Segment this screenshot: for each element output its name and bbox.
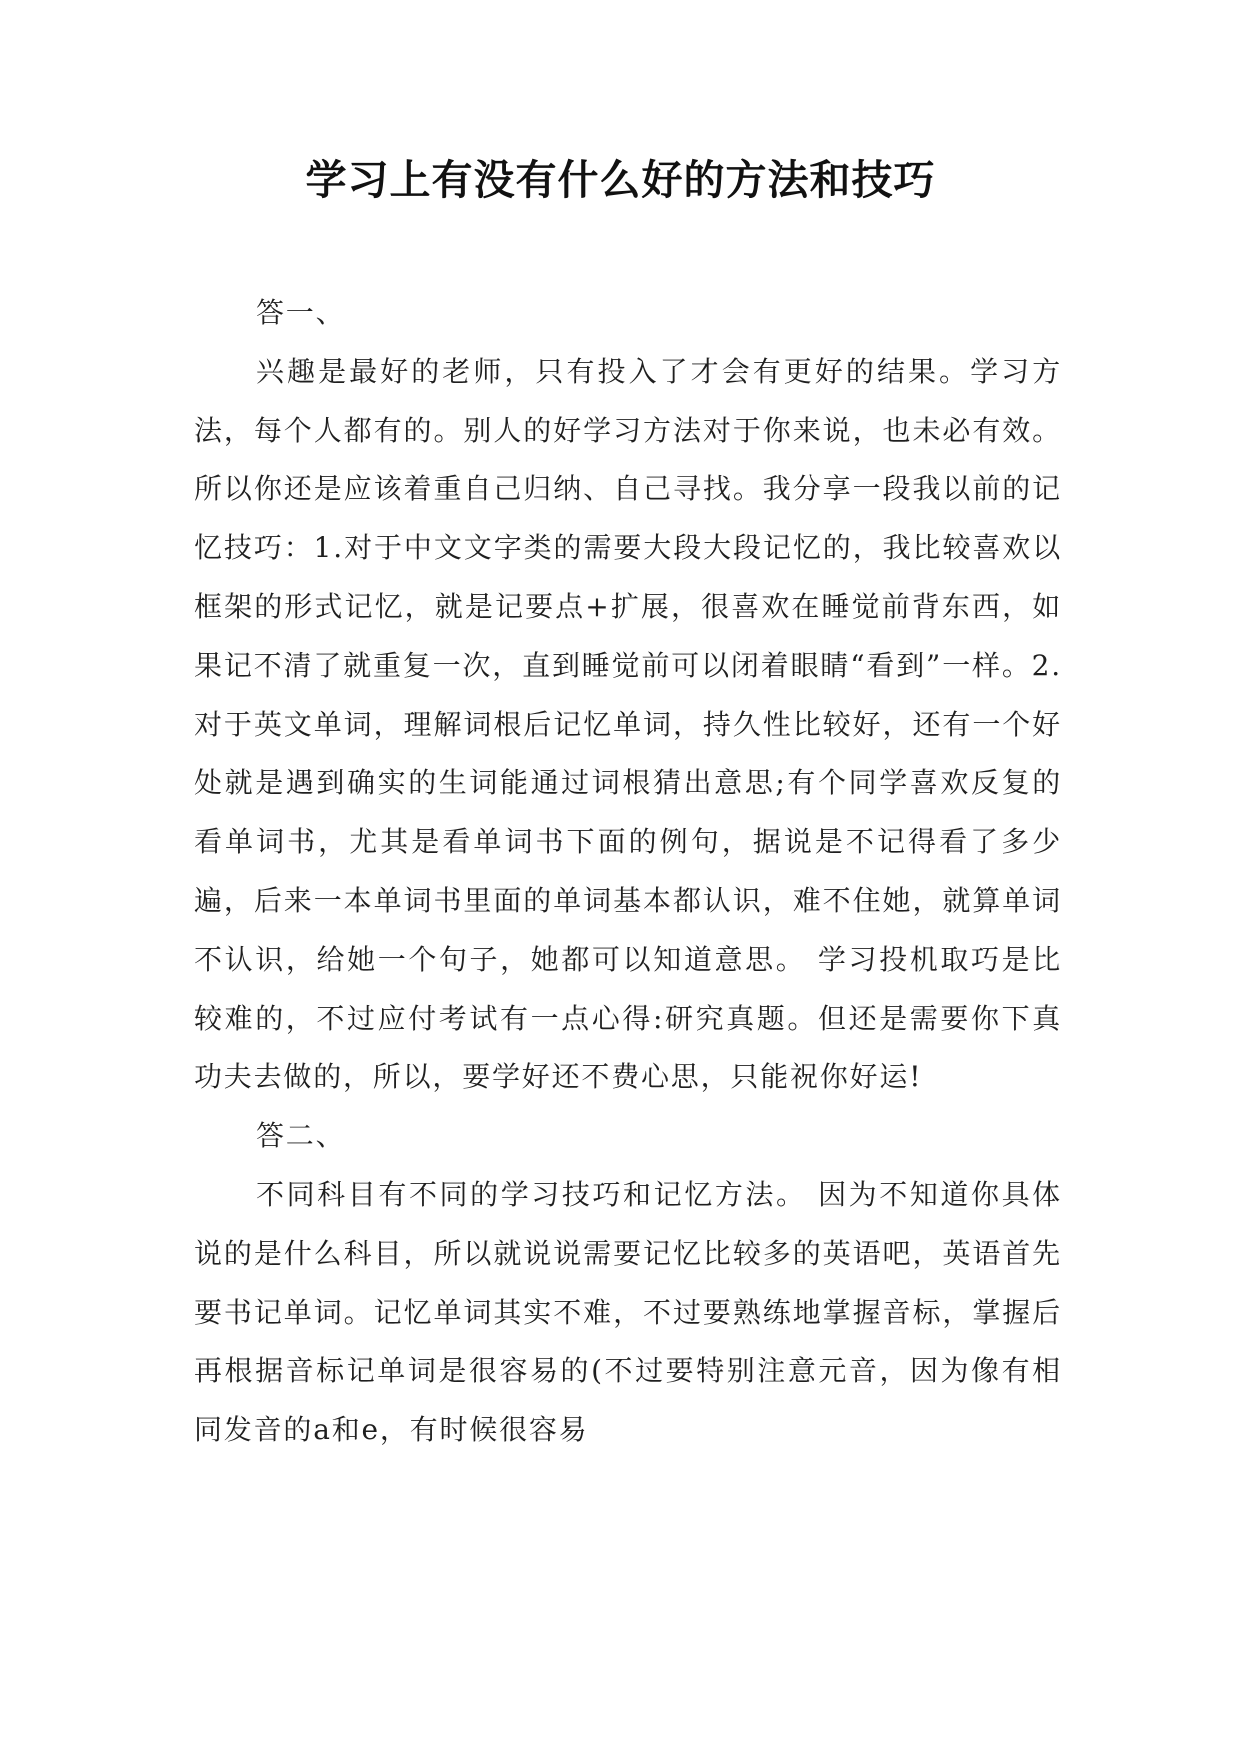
answer-one-heading: 答一、 (256, 296, 346, 329)
answer-two-heading: 答二、 (256, 1119, 346, 1153)
answer-two-paragraph: 不同科目有不同的学习技巧和记忆方法。 因为不知道你具体说的是什么科目，所以就说说需要记忆比较多的英语吧，英语首先要书记单词。记忆单词其实不难，不过要熟练地掌握音标，掌握后再根据音标记单词是很容易的(不过要特别注意元音，因为像有相同发音的a和e，有时候很容易 (194, 1177, 1062, 1447)
answer-one-paragraph: 兴趣是最好的老师，只有投入了才会有更好的结果。学习方法，每个人都有的。别人的好学习方法对于你来说，也未必有效。所以你还是应该着重自己归纳、自己寻找。我分享一段我以前的记忆技巧：1.对于中文文字类的需要大段大段记忆的，我比较喜欢以框架的形式记忆，就是记要点+扩展，很喜欢在睡觉前背东西，如果记不清了就重复一次，直到睡觉前可以闭着眼睛“看到”一样。2.对于英文单词，理解词根后记忆单词，持久性比较好，还有一个好处就是遇到确实的生词能通过词根猜出意思;有个同学喜欢反复的看单词书，尤其是看单词书下面的例句，据说是不记得看了多少遍，后来一本单词书里面的单词基本都认识，难不住她，就算单词不认识，给她一个句子，她都可以知道意思。 学习投机取巧是比较难的，不过应付考试有一点心得:研究真题。但还是需要你下真功夫去做的，所以，要学好还不费心思，只能祝你好运! (194, 354, 1062, 1094)
document-body (194, 284, 1062, 1460)
document-title: 学习上有没有什么好的方法和技巧 (305, 156, 936, 204)
